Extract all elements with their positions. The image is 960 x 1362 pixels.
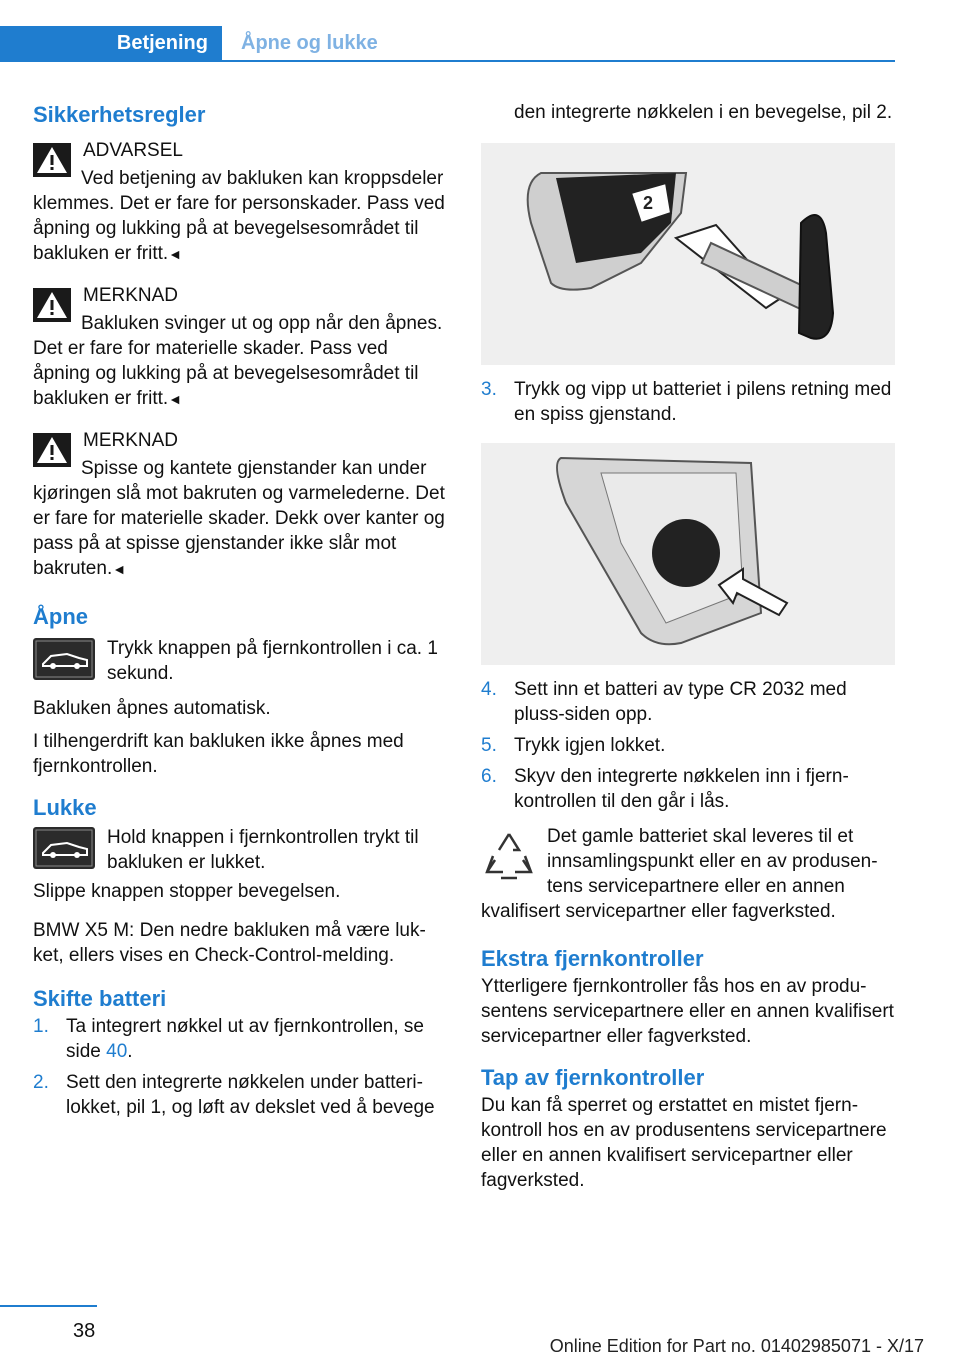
edition-text: Online Edition for Part no. 01402985071 - X/17 (549, 1336, 924, 1356)
warning-text: Ved betjening av bakluken kan kroppsdeler klemmes. Det er fare for personskader. Pass ved åpning og lukking på at bevegelsesområdet til bakluken er fritt. (33, 168, 445, 264)
heading-battery: Skifte batteri (33, 986, 167, 1011)
notice-label: MERKNAD (83, 285, 179, 306)
open-text: Trykk knappen på fjernkontrollen i ca. 1 sekund. (107, 638, 438, 684)
notice-block-2 (33, 428, 449, 582)
battery-figure (481, 443, 895, 665)
key-figure (481, 143, 895, 365)
warning-icon (33, 288, 71, 322)
warning-block (33, 138, 449, 267)
end-mark: ◄ (112, 561, 127, 577)
left-column (33, 100, 449, 1120)
remote-trunk-button-icon (33, 827, 95, 869)
warning-label: ADVARSEL (83, 140, 183, 161)
list-item (33, 1014, 449, 1064)
recycle-text: Det gamle batteriet skal leveres til et innsamlingspunkt eller en av produsentens servicepartnere eller en annen kvalifisert servicepartner eller fagverksted. (481, 826, 878, 922)
page-header (0, 0, 895, 62)
step-text: Sett inn et batteri av type CR 2032 med pluss-siden opp. (514, 679, 847, 725)
page-link[interactable]: 40 (106, 1041, 128, 1062)
recycle-icon (481, 826, 537, 892)
step-number: 6. (481, 766, 497, 787)
remote-trunk-button-icon (33, 638, 95, 680)
battery-steps (33, 1014, 449, 1120)
step-text: Trykk igjen lokket. (514, 735, 666, 756)
open-paragraph-1: Bakluken åpnes automatisk. (33, 698, 271, 719)
close-paragraph-2: BMW X5 M: Den nedre bakluken må være lukket, ellers vises en Check-Control-melding. (33, 920, 426, 966)
open-instruction (33, 636, 449, 686)
heading-open: Åpne (33, 604, 88, 629)
list-item (481, 764, 895, 814)
close-paragraph-1: Slippe knappen stopper bevegelsen. (33, 881, 341, 902)
open-paragraph-2: I tilhengerdrift kan bakluken ikke åpnes med fjernkontrollen. (33, 731, 404, 777)
warning-icon (33, 143, 71, 177)
header-rule (0, 60, 895, 62)
step-text: Ta integrert nøkkel ut av fjernkontrollen, se side (66, 1016, 425, 1062)
car-trunk-icon (33, 638, 95, 680)
recycle-note (481, 824, 895, 924)
list-item (481, 733, 895, 758)
step-number: 4. (481, 679, 497, 700)
car-trunk-icon (33, 827, 95, 869)
battery-steps-final (481, 677, 895, 814)
step-text: Sett den integrerte nøkkelen under batterilokket, pil 1, og løft av dekslet ved å bevege (66, 1072, 435, 1118)
warning-icon (33, 433, 71, 467)
step-text-end: . (127, 1041, 133, 1062)
step-number: 1. (33, 1016, 49, 1037)
right-column (481, 100, 895, 1193)
step-text: Skyv den integrerte nøkkelen inn i fjernkontrollen til den går i lås. (514, 766, 849, 812)
notice-block-1 (33, 283, 449, 412)
step-number: 2. (33, 1072, 49, 1093)
chapter-tab[interactable]: Betjening (0, 26, 222, 60)
battery-illustration (481, 443, 895, 665)
page-number: 38 (73, 1320, 96, 1342)
svg-text:2: 2 (643, 193, 654, 213)
heading-extra: Ekstra fjernkontroller (481, 946, 704, 971)
battery-steps-continued (481, 377, 895, 427)
heading-loss: Tap av fjernkontroller (481, 1065, 705, 1090)
list-item (33, 1070, 449, 1120)
close-text: Hold knappen i fjernkontrollen trykt til bakluken er lukket. (107, 827, 419, 873)
heading-safety: Sikkerhetsregler (33, 102, 206, 127)
step-number: 5. (481, 735, 497, 756)
notice-text: Bakluken svinger ut og opp når den åpnes. Det er fare for materielle skader. Pass ved åpning og lukking på at bevegelsesområdet til bakluken er fritt. (33, 313, 443, 409)
step-number: 3. (481, 379, 497, 400)
loss-paragraph: Du kan få sperret og erstattet en mistet fjernkontroll hos en av produsentens servicepartnere eller en annen kvalifisert servicepartner eller fagverksted. (481, 1095, 887, 1191)
notice-text: Spisse og kantete gjenstander kan under kjøringen slå mot bakruten og varmelederne. Det er fare for materielle skader. Dekk over kanter og pass på at spisse gjenstander ikke slår mot bakruten. (33, 458, 445, 579)
step-text: Trykk og vipp ut batteriet i pilens retning med en spiss gjenstand. (514, 379, 892, 425)
section-tab[interactable]: Åpne og lukke (241, 31, 378, 54)
key-removal-illustration (481, 143, 895, 365)
notice-label: MERKNAD (83, 430, 179, 451)
end-mark: ◄ (168, 246, 183, 262)
list-item (481, 677, 895, 727)
end-mark: ◄ (168, 391, 183, 407)
list-item (481, 377, 895, 427)
footer-rule (0, 1305, 97, 1307)
extra-paragraph: Ytterligere fjernkontroller fås hos en av produsentens servicepartnere eller en annen kvalifisert servicepartner eller fagverksted. (481, 976, 894, 1047)
close-instruction (33, 825, 449, 875)
heading-close: Lukke (33, 795, 97, 820)
step2-continuation: den integrerte nøkkelen i en bevegelse, pil 2. (514, 102, 893, 123)
